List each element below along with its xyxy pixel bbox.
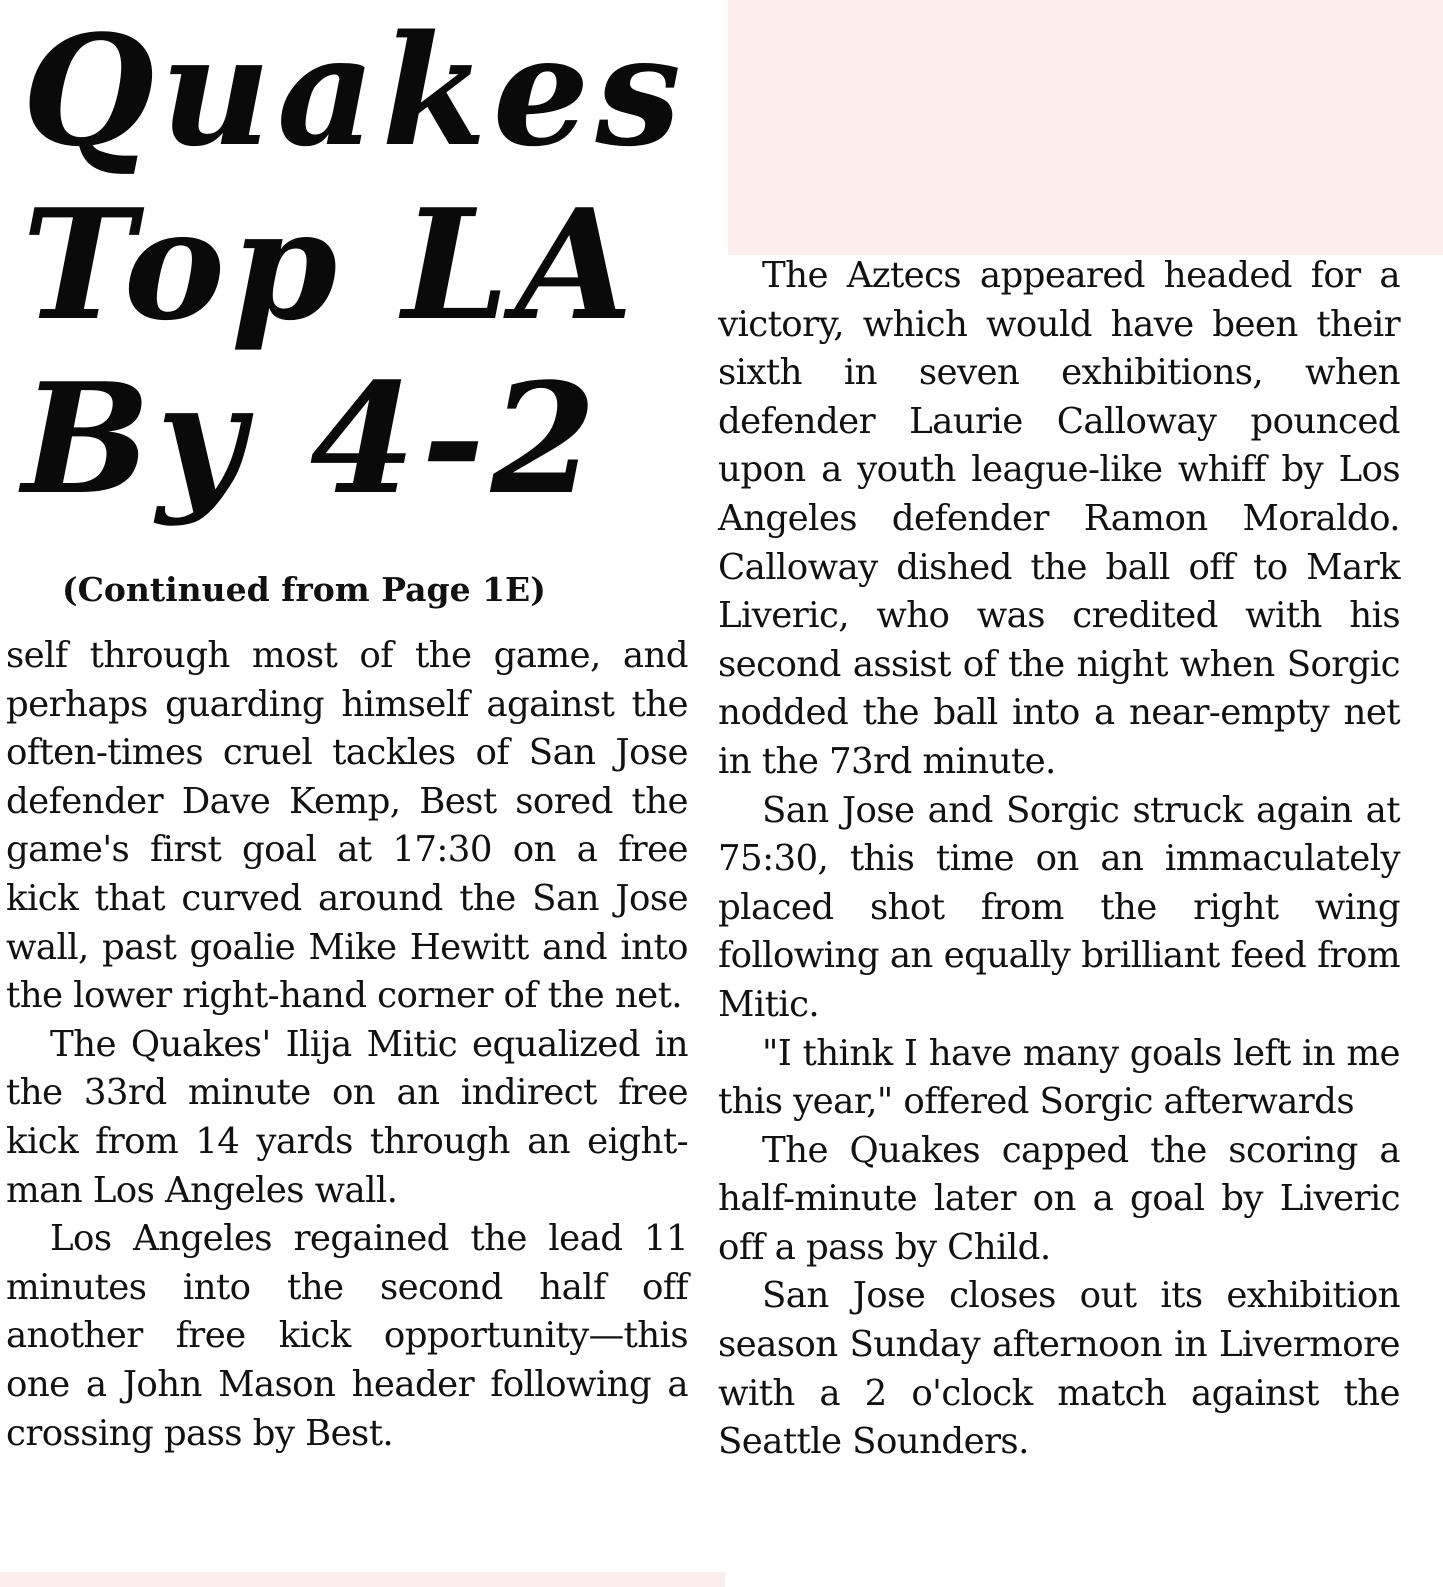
paragraph: The Aztecs appeared headed for a victory, which would have been their sixth in seven exhibitions, when defender Laurie Calloway pounced upon a youth league-like whiff by Los Angeles defender Ramon Moraldo. Calloway dished the ball off to Mark Liveric, who was credited with his second assist of the night when Sorgic nodded the ball into a near-empty net in the 73rd minute. — [718, 255, 1400, 782]
right-column — [718, 252, 1400, 1467]
left-column — [6, 632, 688, 1458]
background-patch-top — [728, 0, 1443, 255]
paragraph: self through most of the game, and perhaps guarding himself against the often-times cruel tackles of San Jose defender Dave Kemp, Best sored the game's first goal at 17:30 on a free kick that curved around the San Jose wall, past goalie Mike Hewitt and into the lower right-hand corner of the net. — [6, 635, 688, 1017]
paragraph: San Jose and Sorgic struck again at 75:30, this time on an immaculately placed shot from the right wing following an equally brilliant feed from Mitic. — [718, 789, 1400, 1025]
paragraph: "I think I have many goals left in me this year," offered Sorgic afterwards — [718, 1032, 1400, 1123]
headline-line-1: Quakes — [22, 1, 688, 180]
headline-line-3: By 4-2 — [22, 349, 603, 528]
paragraph: The Quakes capped the scoring a half-minute later on a goal by Liveric off a pass by Child. — [718, 1129, 1400, 1268]
headline-line-2: Top LA — [22, 175, 640, 354]
paragraph: The Quakes' Ilija Mitic equalized in the 33rd minute on an indirect free kick from 14 yards through an eight-man Los Angeles wall. — [6, 1023, 688, 1211]
paragraph: San Jose closes out its exhibition season Sunday afternoon in Livermore with a 2 o'clock match against the Seattle Sounders. — [718, 1275, 1400, 1463]
paragraph: Los Angeles regained the lead 11 minutes into the second half off another free kick opportunity—this one a John Mason header following a crossing pass by Best. — [6, 1218, 688, 1454]
continued-note: (Continued from Page 1E) — [62, 570, 546, 609]
headline — [22, 1, 712, 528]
background-patch-bottom — [0, 1572, 725, 1587]
